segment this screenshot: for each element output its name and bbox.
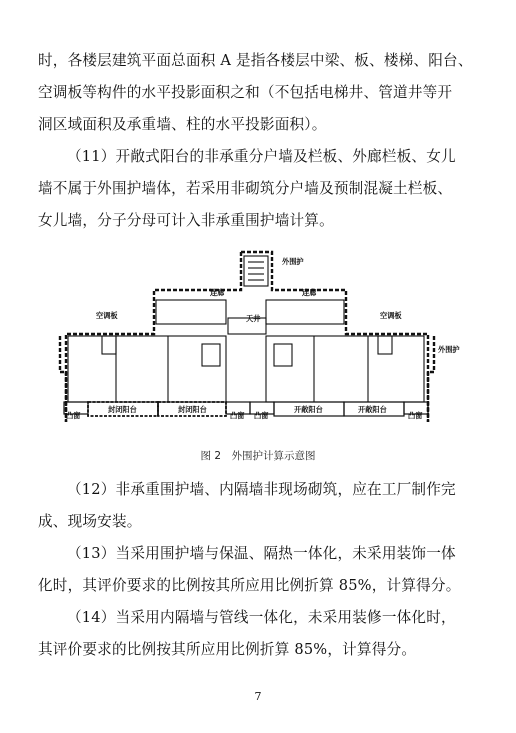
label-outer-top: 外围护: [282, 257, 304, 266]
text-line: （13）当采用围护墙与保温、隔热一体化，未采用装饰一体: [67, 545, 456, 562]
label-corridor-right: 连廊: [302, 288, 317, 297]
text-line: 洞区域面积及承重墙、柱的水平投影面积）。: [38, 116, 327, 133]
text-line: 墙不属于外围护墙体，若采用非砌筑分户墙及预制混凝土栏板、: [38, 180, 453, 197]
label-closed-balcony-1: 封闭阳台: [108, 405, 137, 414]
figure-caption: 图 2 外围护计算示意图: [200, 450, 316, 462]
paragraph-3: [38, 474, 486, 538]
text-line: 女儿墙，分子分母可计入非承重围护墙计算。: [38, 212, 334, 229]
label-bay-2: 凸窗: [230, 411, 245, 420]
label-open-balcony-1: 开敞阳台: [294, 405, 323, 414]
page-number: 7: [254, 690, 262, 703]
label-ac-left: 空调板: [96, 311, 118, 320]
label-corridor-left: 连廊: [210, 288, 225, 297]
paragraph-4: [38, 538, 486, 602]
paragraph-5: [38, 602, 486, 666]
text-line: （12）非承重围护墙、内隔墙非现场砌筑，应在工厂制作完: [67, 481, 456, 498]
text-line: 成、现场安装。: [38, 513, 142, 530]
label-bay-4: 凸窗: [408, 411, 423, 420]
text-line: （11）开敞式阳台的非承重分户墙及栏板、外廊栏板、女儿: [67, 148, 456, 165]
text-line: 空调板等构件的水平投影面积之和（不包括电梯井、管道井等开: [38, 84, 453, 101]
text-line: 其评价要求的比例按其所应用比例折算 85%，计算得分。: [38, 641, 417, 658]
label-bay-3: 凸窗: [254, 411, 269, 420]
label-ac-right: 空调板: [380, 311, 402, 320]
label-open-balcony-2: 开敞阳台: [358, 405, 387, 414]
text-line: 时，各楼层建筑平面总面积 A 是指各楼层中梁、板、楼梯、阳台、: [38, 52, 473, 69]
paragraph-1: [38, 45, 486, 141]
paragraph-2: [38, 141, 486, 237]
text-line: （14）当采用内隔墙与管线一体化，未采用装修一体化时，: [67, 609, 456, 626]
text-line: 化时，其评价要求的比例按其所应用比例折算 85%，计算得分。: [38, 577, 461, 594]
label-closed-balcony-2: 封闭阳台: [178, 405, 207, 414]
floor-plan-figure: [58, 244, 464, 422]
label-outer-right: 外围护: [438, 345, 460, 354]
label-bay-1: 凸窗: [66, 411, 81, 420]
label-light-well: 天井: [246, 314, 261, 323]
